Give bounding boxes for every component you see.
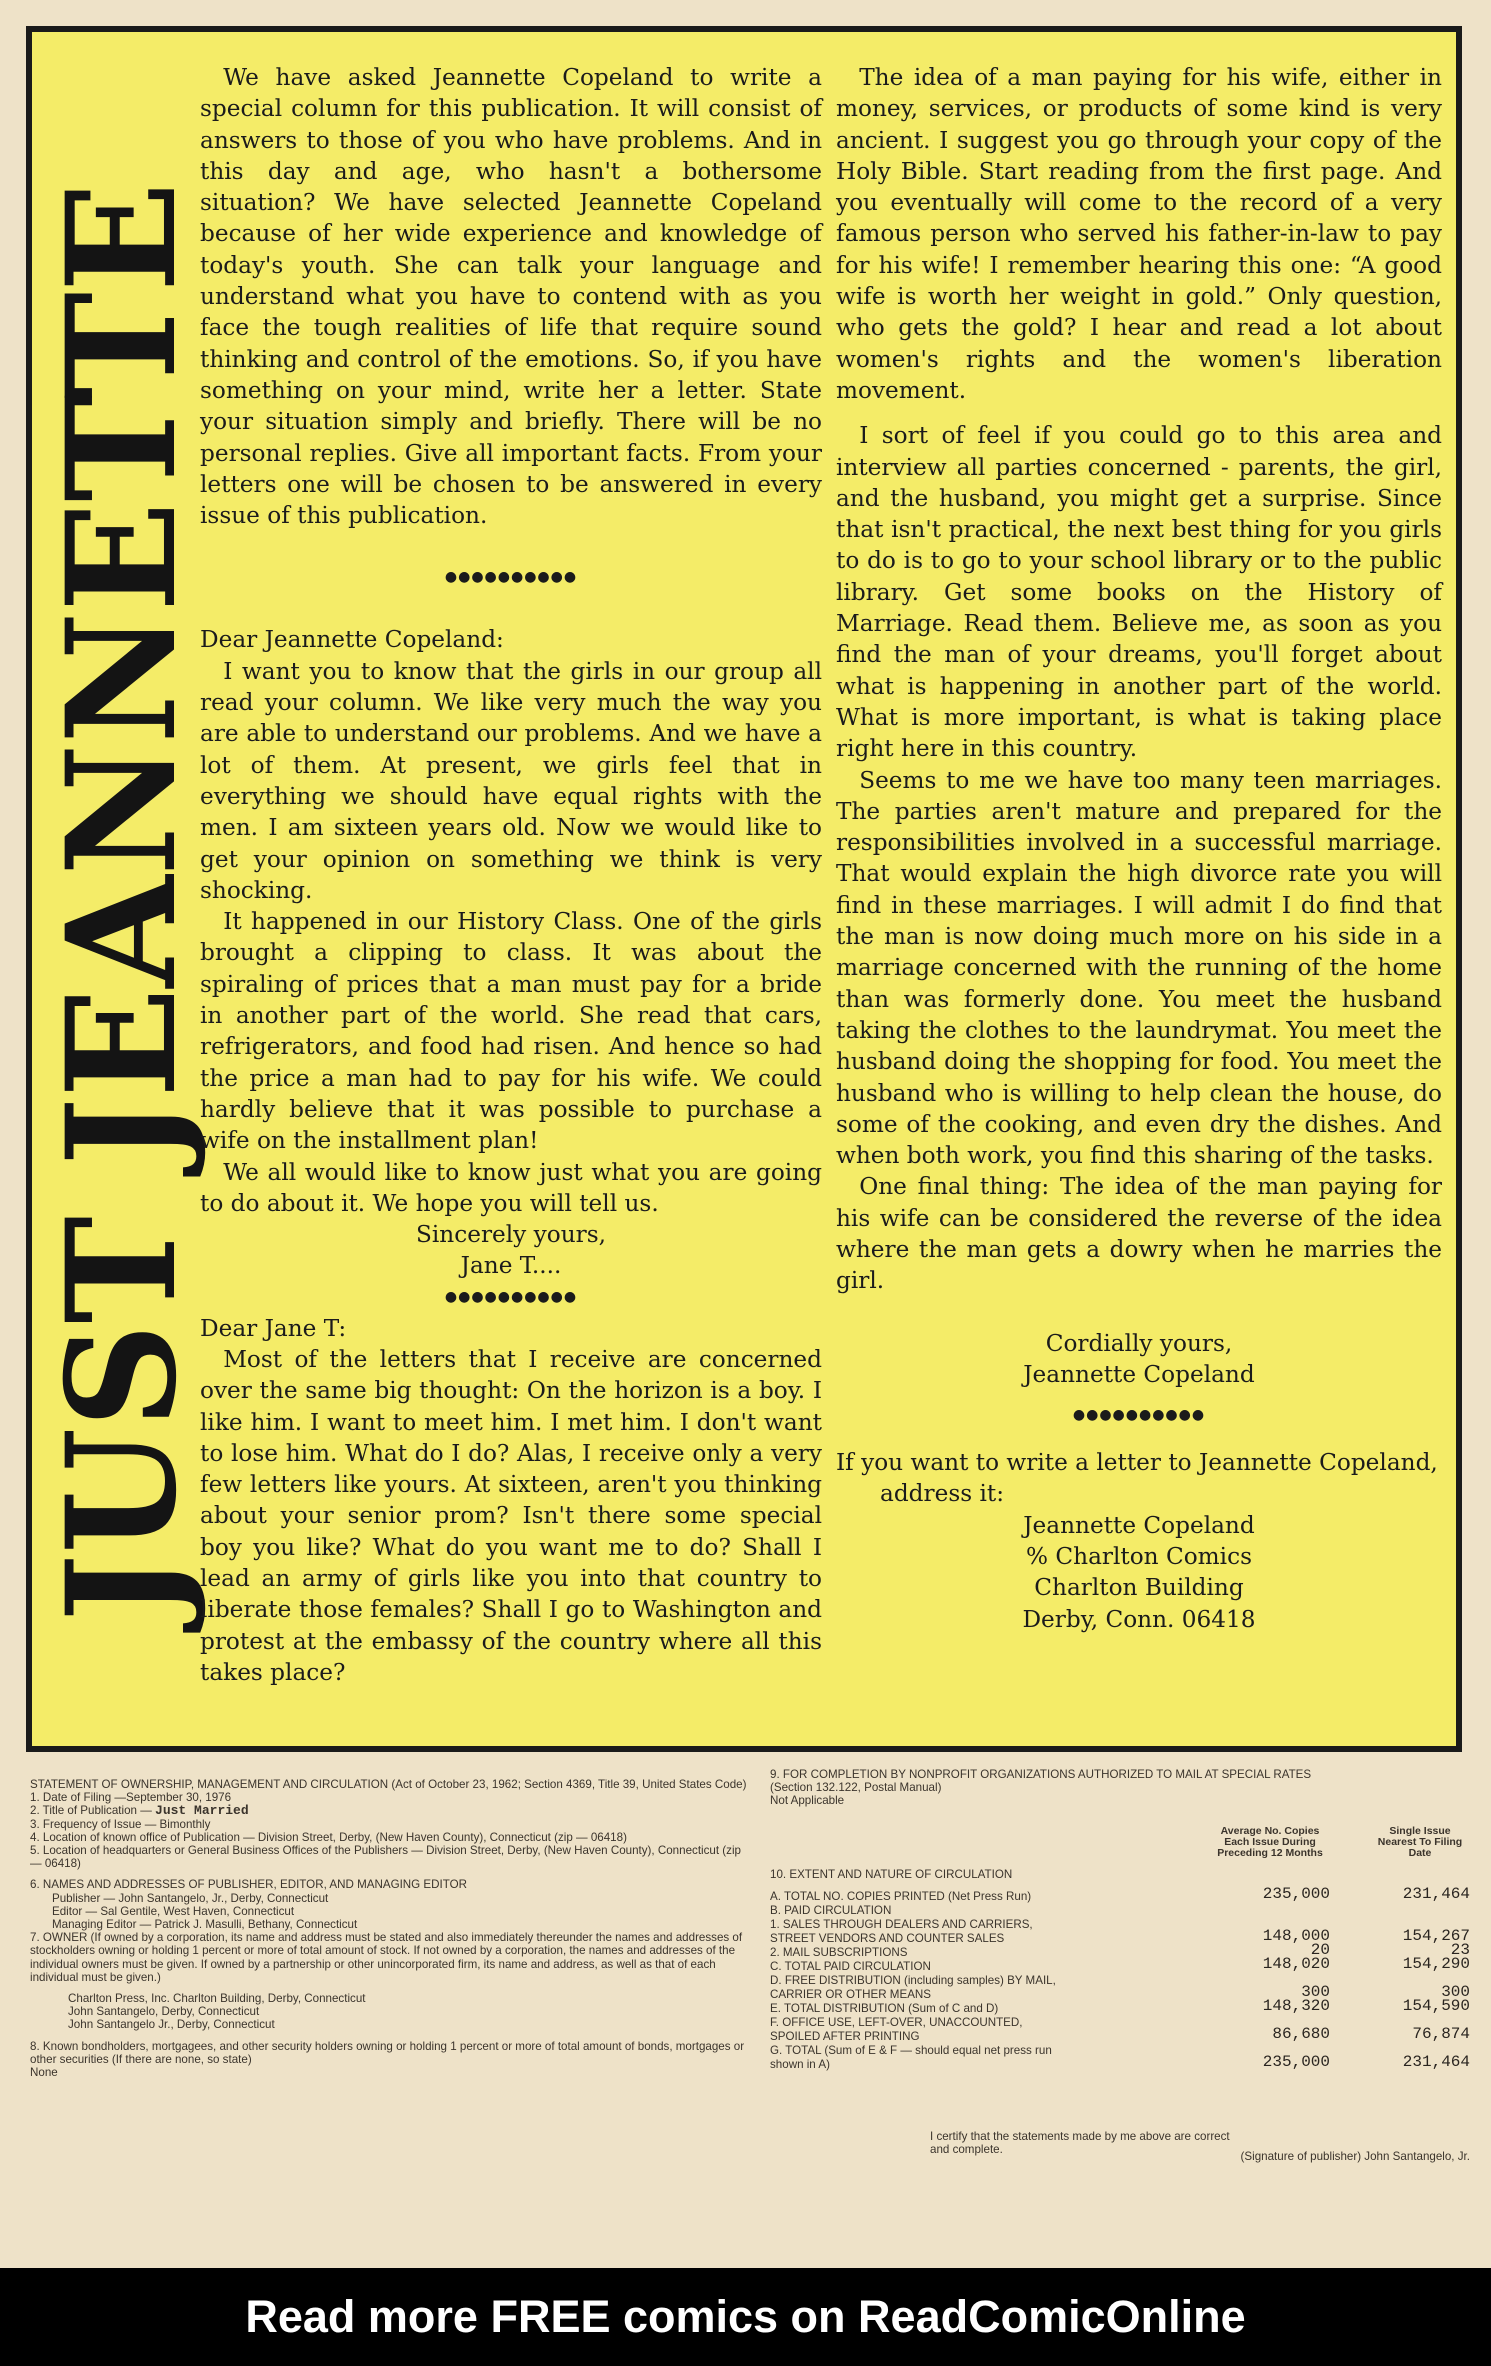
- reply-signature: Jeannette Copeland: [1023, 1360, 1255, 1388]
- letter-closing: Sincerely yours,: [416, 1221, 606, 1249]
- reply-paragraph: Seems to me we have too many teen marriages. The parties aren't mature and prepared for the responsibilities involved in a successful marriage. That would explain the high divorce rate you will find in these marriages. I will admit I do find that the man is now doing much more on his side in a marriage concerned with the running of the home than was formerly done. You meet the husband taking the clothes to the laundrymat. You meet the husband doing the shopping for food. You meet the husband who is willing to help clean the house, do some of the cooking, and even dry the dishes. And when both work, you find this sharing of the tasks.: [836, 766, 1442, 1170]
- statement-line: 7. OWNER (If owned by a corporation, its name and address must be stated and also immediately thereunder the names and addresses of stockholders owning or holding 1 percent or more of total amount of stock. If not owned by a corporation, the names and addresses of the individual owners must be given. If owned by a partnership or other unincorporated firm, its name and address, as well as that of each individual must be given.): [30, 1931, 743, 1984]
- statement-line: Managing Editor — Patrick J. Masulli, Bethany, Connecticut: [52, 1918, 358, 1932]
- column-title: JUST JEANNETTE: [34, 125, 210, 1622]
- row-value-average: 148,000: [1262, 1927, 1330, 1945]
- row-label: F. OFFICE USE, LEFT-OVER, UNACCOUNTED,: [770, 2016, 1023, 2029]
- row-value-average: 148,320: [1262, 1997, 1330, 2015]
- row-value-single: 300: [1441, 1983, 1470, 2001]
- promo-banner[interactable]: Read more FREE comics on ReadComicOnline: [0, 2268, 1491, 2366]
- reply-paragraph: I sort of feel if you could go to this area and interview all parties concerned - parents, the girl, and the husband, you might get a surprise. Since that isn't practical, the next best thing for you girls to do is to go to your school library or to the public library. Get some books on the History of Marriage. Read them. Believe me, as soon as you find the man of your dreams, you'll forget about what is happening in another part of the world. What is more important, is what is taking place right here in this country.: [836, 422, 1442, 763]
- letter-signature: Jane T....: [460, 1252, 562, 1280]
- address-line: % Charlton Comics: [1026, 1543, 1252, 1571]
- reply-paragraph: One final thing: The idea of the man paying for his wife can be considered the reverse of the idea where the man gets a dowry when he marries the girl.: [836, 1173, 1442, 1295]
- reply-salutation: Dear Jane T:: [200, 1314, 347, 1342]
- intro-paragraph: We have asked Jeannette Copeland to write a special column for this publication. It will consist of answers to those of you who have problems. And in this day and age, who hasn't a bothersome situation? We have selected Jeannette Copeland because of her wide experience and knowledge of today's youth. She can talk your language and understand what you have to contend with as you face the tough realities of life that require sound thinking and control of the emotions. So, if you have something on your mind, write her a letter. State your situation simply and briefly. There will be no personal replies. Give all important facts. From your letters one will be chosen to be answered in every issue of this publication.: [200, 64, 822, 530]
- divider-dots: ●●●●●●●●●●: [444, 1288, 578, 1305]
- row-label: STREET VENDORS AND COUNTER SALES: [770, 1932, 1005, 1945]
- statement-line: 1. Date of Filing —September 30, 1976: [30, 1791, 232, 1805]
- row-value-single: 154,590: [1402, 1997, 1470, 2015]
- row-label: 1. SALES THROUGH DEALERS AND CARRIERS,: [770, 1918, 1033, 1931]
- column-header-average: Average No. Copies Each Issue During Preceding 12 Months: [1217, 1825, 1323, 1859]
- statement-line: 9. FOR COMPLETION BY NONPROFIT ORGANIZATIONS AUTHORIZED TO MAIL AT SPECIAL RATES: [770, 1768, 1312, 1781]
- statement-left: [30, 1778, 750, 2079]
- row-value-single: 76,874: [1412, 2025, 1470, 2043]
- row-value-single: 231,464: [1402, 2053, 1470, 2071]
- letter-paragraph: We all would like to know just what you are going to do about it. We hope you will tell us.: [200, 1158, 822, 1217]
- statement-line: 3. Frequency of Issue — Bimonthly: [30, 1817, 211, 1831]
- circulation-row: [770, 1955, 1470, 1974]
- row-label: A. TOTAL NO. COPIES PRINTED (Net Press Run): [770, 1890, 1032, 1903]
- address-line: Jeannette Copeland: [1023, 1511, 1255, 1539]
- vertical-title: [34, 125, 210, 1632]
- circulation-row: [770, 1885, 1470, 1904]
- row-label: D. FREE DISTRIBUTION (including samples) BY MAIL,: [770, 1974, 1056, 1987]
- row-value-single: 154,290: [1402, 1955, 1470, 1973]
- column-header-single: Single Issue Nearest To Filing Date: [1377, 1825, 1463, 1859]
- statement-line: Not Applicable: [770, 1794, 845, 1808]
- statement-line: John Santangelo Jr., Derby, Connecticut: [68, 2018, 275, 2032]
- row-label: G. TOTAL (Sum of E & F — should equal net press run: [770, 2044, 1052, 2057]
- statement-line: John Santangelo, Derby, Connecticut: [68, 2005, 260, 2019]
- letter-salutation: Dear Jeannette Copeland:: [200, 626, 504, 654]
- right-column: [836, 62, 1442, 1635]
- address-intro: If you want to write a letter to Jeannette Copeland, address it:: [836, 1449, 1438, 1508]
- statement-line: Charlton Press, Inc. Charlton Building, Derby, Connecticut: [68, 1992, 366, 2006]
- reply-paragraph: Most of the letters that I receive are concerned over the same big thought: On the horizon is a boy. I like him. I want to meet him. I met him. I don't want to lose him. What do I do? Alas, I receive only a very few letters like yours. At sixteen, aren't you thinking about your senior prom? Isn't there some special boy you like? What do you want me to do? Shall I lead an army of girls like you into that country to liberate those females? Shall I go to Washington and protest at the embassy of the country where all this takes place?: [200, 1345, 822, 1686]
- publication-title: Just Married: [155, 1803, 249, 1819]
- row-value-single: 154,267: [1402, 1927, 1470, 1945]
- row-label: C. TOTAL PAID CIRCULATION: [770, 1960, 931, 1973]
- row-label: B. PAID CIRCULATION: [770, 1904, 892, 1917]
- statement-line: Editor — Sal Gentile, West Haven, Connecticut: [52, 1904, 295, 1918]
- statement-line: (Section 132.122, Postal Manual): [770, 1781, 942, 1795]
- advice-column-box: [26, 26, 1462, 1752]
- address-line: Charlton Building: [1034, 1574, 1244, 1602]
- row-value-single: 23: [1450, 1941, 1470, 1959]
- circulation-row: [770, 1997, 1470, 2016]
- row-value-single: 231,464: [1402, 1885, 1470, 1903]
- circulation-rows: [770, 1885, 1470, 2072]
- circulation-row: [770, 1904, 1470, 1918]
- row-value-average: 20: [1310, 1941, 1330, 1959]
- address-line: Derby, Conn. 06418: [1022, 1605, 1256, 1633]
- circulation-row: [770, 2025, 1470, 2044]
- row-label: SPOILED AFTER PRINTING: [770, 2030, 920, 2043]
- statement-line: 8. Known bondholders, mortgagees, and other security holders owning or holding 1 percent or more of total amount of bonds, mortgages or other securities (If there are none, so state): [30, 2039, 745, 2066]
- reply-closing: Cordially yours,: [1045, 1329, 1233, 1357]
- row-value-average: 235,000: [1262, 1885, 1330, 1903]
- statement-line: None: [30, 2066, 58, 2080]
- left-column: [200, 62, 822, 1688]
- row-label: CARRIER OR OTHER MEANS: [770, 1988, 932, 2001]
- publisher-signature: (Signature of publisher) John Santangelo, Jr.: [1240, 2150, 1470, 2163]
- letter-paragraph: I want you to know that the girls in our group all read your column. We like very much the way you are able to understand our problems. And we have a lot of them. At present, we girls feel that in everything we should have equal rights with the men. I am sixteen years old. Now we would like to get your opinion on something we think is very shocking.: [200, 657, 822, 904]
- statement-line: Publisher — John Santangelo, Jr., Derby, Connecticut: [52, 1891, 329, 1905]
- reply-paragraph: The idea of a man paying for his wife, either in money, services, or products of some kind is very ancient. I suggest you go through your copy of the Holy Bible. Start reading from the first page. And you eventually will come to the record of a very famous person who served his father-in-law to pay for his wife! I remember hearing this one: “A good wife is worth her weight in gold.” Only question, who gets the gold? I hear and read a lot about women's rights and the women's liberation movement.: [836, 64, 1442, 404]
- divider-dots: ●●●●●●●●●●: [444, 569, 578, 586]
- circulation-row: [770, 2053, 1470, 2072]
- statement-line: STATEMENT OF OWNERSHIP, MANAGEMENT AND CIRCULATION (Act of October 23, 1962; Section 4369, Title 39, United States Code): [30, 1778, 747, 1791]
- statement-line: 6. NAMES AND ADDRESSES OF PUBLISHER, EDITOR, AND MANAGING EDITOR: [30, 1878, 468, 1892]
- certify-text: I certify that the statements made by me above are correct and complete.: [930, 2130, 1230, 2157]
- divider-dots: ●●●●●●●●●●: [1072, 1407, 1206, 1424]
- row-label: shown in A): [770, 2058, 830, 2071]
- row-value-average: 300: [1301, 1983, 1330, 2001]
- row-value-average: 235,000: [1262, 2053, 1330, 2071]
- extent-label: 10. EXTENT AND NATURE OF CIRCULATION: [770, 1868, 1013, 1881]
- row-label: E. TOTAL DISTRIBUTION (Sum of C and D): [770, 2002, 999, 2015]
- statement-line: 2. Title of Publication — Just Married: [30, 1803, 249, 1819]
- statement-line: 4. Location of known office of Publication — Division Street, Derby, (New Haven County), Connecticut (zip — 06418): [30, 1830, 627, 1844]
- row-value-average: 148,020: [1262, 1955, 1330, 1973]
- statement-right: [770, 1768, 1470, 2163]
- row-label: 2. MAIL SUBSCRIPTIONS: [770, 1946, 908, 1959]
- letter-paragraph: It happened in our History Class. One of the girls brought a clipping to class. It was about the spiraling of prices that a man must pay for a bride in another part of the world. She read that cars, refrigerators, and food had risen. And hence so had the price a man had to pay for his wife. We could hardly believe that it was possible to purchase a wife on the installment plan!: [200, 908, 822, 1155]
- row-value-average: 86,680: [1272, 2025, 1330, 2043]
- statement-line: 5. Location of headquarters or General Business Offices of the Publishers — Division Street, Derby, (New Haven County), Connecticut (zip — 06418): [30, 1844, 741, 1871]
- statement-of-ownership: [30, 1768, 1470, 2258]
